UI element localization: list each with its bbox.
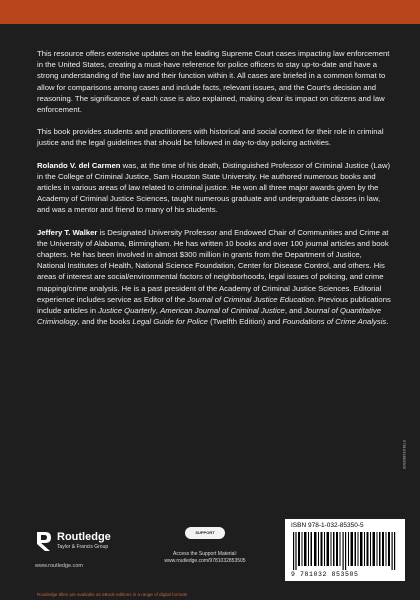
ebook-availability-note: Routledge titles are available as eBook editions in a range of digital formats (37, 592, 188, 597)
description-paragraph-2: This book provides students and practitioners with historical and social context for their role in criminal justice and the legal guidelines that should be followed in day-to-day policing activities. (37, 127, 384, 148)
back-cover-text (37, 48, 392, 338)
author-bio-2-text: is Designated University Professor and Endowed Chair of Communities and Crime at the University of Alabama, Birmingham. He has written 10 books and over 100 journal articles and book chapters. He has been involved in almost $300 million in grants from the Department of Justice, National Institutes of Health, National Science Foundation, Center for Disease Control, and others. His areas of interest are social/environmental factors of neighborhoods, legal issues of policing, and crime mapping/crime analysis. He is a past president of the Academy of Criminal Justice Sciences. Editorial experience includes service as Editor of the (37, 227, 389, 304)
journal-title: Justice Quarterly (98, 306, 156, 316)
author-name-2: Jeffery T. Walker (37, 227, 98, 237)
support-material-url[interactable]: www.routledge.com/9781032853505 (164, 558, 246, 564)
description-paragraph-1: This resource offers extensive updates on the leading Supreme Court cases impacting law enforcement in the United States, creating a must-have reference for police officers to stay up-to-date and have a strong understanding of the law and their function within it. All cases are briefed in a common format to allow for comparisons among cases and include facts, relevant issues, and the Court's decision and reasoning. The significance of each case is also explained, making clear its impact on citizens and law enforcement. (37, 49, 390, 115)
publisher-name: Routledge (57, 531, 111, 543)
author-bio-2 (37, 227, 392, 328)
publisher-website[interactable]: www.routledge.com (35, 563, 83, 569)
journal-title: Journal of Criminal Justice Education (187, 294, 314, 304)
journal-title: Journal of Quantitative Criminology (37, 306, 381, 327)
bio-text: (Twelfth Edition) and (207, 317, 283, 327)
publisher-group: Taylor & Francis Group (57, 544, 109, 550)
barcode-number: 9 781032 853505 (291, 571, 359, 578)
support-material-badge: SUPPORT MATERIAL (185, 527, 225, 539)
bio-text: , and the books (77, 317, 133, 327)
bio-text: . (386, 317, 389, 327)
bio-text: , (155, 306, 161, 316)
routledge-r-icon (35, 529, 53, 553)
isbn-barcode (285, 519, 405, 581)
bio-text: , and (284, 306, 305, 316)
support-material (150, 527, 260, 565)
barcode-icon (293, 532, 397, 570)
author-name-1: Rolando V. del Carmen (37, 160, 121, 170)
author-bio-1-text: was, at the time of his death, Distinguished Professor of Criminal Justice (Law) in the College of Criminal Justice, Sam Houston State University. He authored numerous books and articles in various areas of law related to criminal justice. He won all three major awards given by the Academy of Criminal Justice Sciences, taught numerous graduate and undergraduate classes in law, and was a mentor and friend to many of his students. (37, 160, 391, 215)
book-title: Foundations of Crime Analysis (282, 317, 387, 327)
book-title: Legal Guide for Police (132, 317, 208, 327)
journal-title: American Journal of Criminal Justice (160, 306, 285, 316)
footer (0, 522, 420, 600)
routledge-logo (35, 527, 145, 567)
top-color-band (0, 0, 420, 24)
side-isbn-code: 9781032853505 (402, 440, 407, 469)
isbn-label: ISBN 978-1-032-85350-5 (291, 522, 364, 529)
author-bio-1 (37, 160, 392, 216)
support-access-label: Access the Support Material: (173, 551, 237, 557)
bio-text: . Previous publications include articles in (37, 294, 391, 316)
